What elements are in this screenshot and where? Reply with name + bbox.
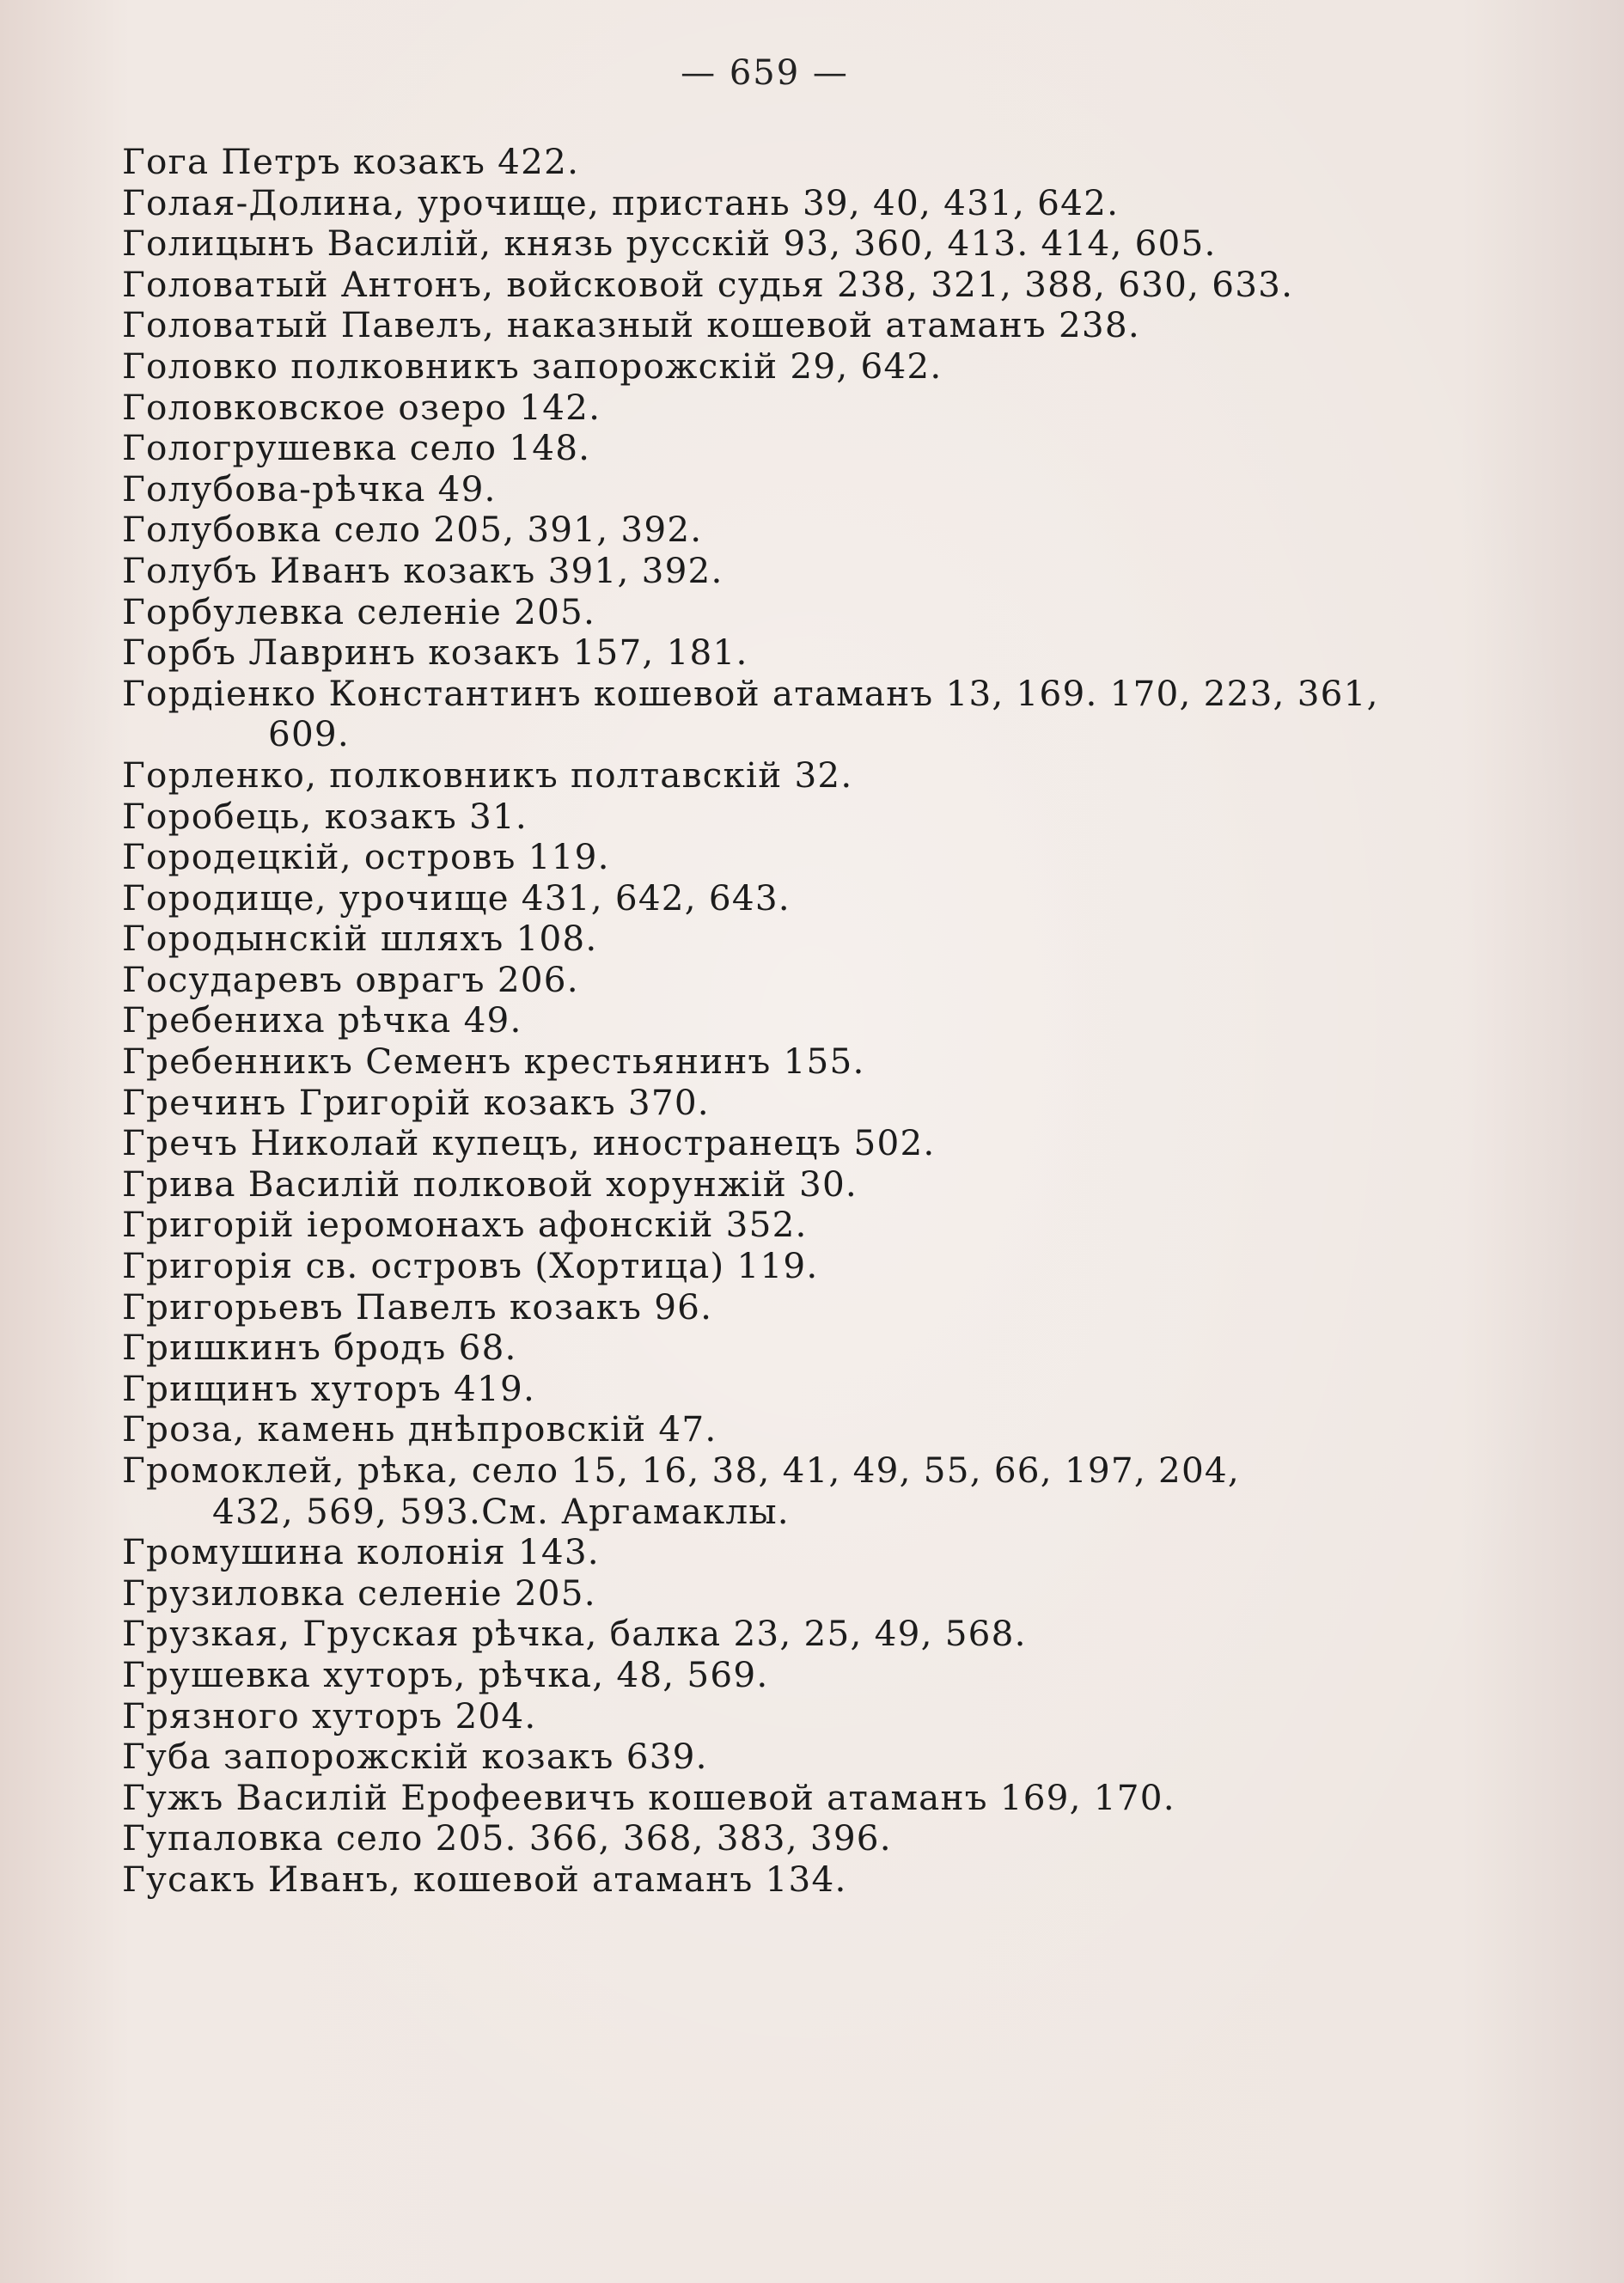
index-entry-text: Гологрушевка село 148. — [122, 427, 591, 469]
index-entry — [122, 1041, 1411, 1083]
index-entry — [122, 960, 1411, 1001]
index-entry-text: Голубъ Иванъ козакъ 391, 392. — [122, 549, 723, 591]
index-entry — [122, 1000, 1411, 1041]
index-entry — [122, 265, 1411, 306]
index-entry — [122, 878, 1411, 919]
index-entry-text: Горбъ Лавринъ козакъ 157, 181. — [122, 632, 748, 674]
index-entry — [122, 428, 1411, 469]
index-entry-text: Гордіенко Константинъ кошевой атаманъ 13, 169. 170, 223, 361, — [122, 672, 1379, 714]
index-entry — [122, 1859, 1411, 1901]
index-entry-text: Гречинъ Григорій козакъ 370. — [122, 1081, 710, 1123]
index-entry — [122, 388, 1411, 429]
index-entry-text: Грищинъ хуторъ 419. — [122, 1367, 536, 1409]
index-entry-text: Гупаловка село 205. 366, 368, 383, 396. — [122, 1817, 892, 1859]
index-entry-text: Григорьевъ Павелъ козакъ 96. — [122, 1285, 713, 1328]
index-entry-text: Городынскій шляхъ 108. — [122, 918, 598, 960]
index-entry-continuation: 609. — [268, 713, 350, 755]
index-entry — [122, 142, 1411, 183]
index-entry — [122, 919, 1411, 960]
index-entry — [122, 223, 1411, 265]
index-entry-text: Городище, урочище 431, 642, 643. — [122, 876, 791, 919]
index-entry-text: Грязного хуторъ 204. — [122, 1694, 537, 1737]
index-entry — [122, 1287, 1411, 1328]
index-entry — [122, 674, 1411, 755]
index-entry-text: Голубова-рѣчка 49. — [122, 467, 497, 510]
index-entry — [122, 632, 1411, 674]
index-entry-text: Грузкая, Груская рѣчка, балка 23, 25, 49, 568. — [122, 1613, 1027, 1655]
index-entry-text: Гребенникъ Семенъ крестьянинъ 155. — [122, 1041, 865, 1083]
index-entry-text: Государевъ оврагъ 206. — [122, 958, 579, 1000]
index-entries-list — [122, 142, 1411, 1901]
index-entry-text: Голицынъ Василій, князь русскій 93, 360, 413. 414, 605. — [122, 223, 1217, 265]
index-entry-text: Головатый Павелъ, наказный кошевой атаманъ 238. — [122, 304, 1140, 346]
index-entry-text: Гроза, камень днѣпровскій 47. — [122, 1408, 717, 1450]
index-entry — [122, 1818, 1411, 1859]
index-entry-text: Гречъ Николай купецъ, иностранецъ 502. — [122, 1122, 936, 1164]
index-entry — [122, 1409, 1411, 1450]
index-entry-text: Головатый Антонъ, войсковой судья 238, 321, 388, 630, 633. — [122, 263, 1294, 305]
index-entry — [122, 755, 1411, 797]
index-entry-text: Грива Василій полковой хорунжій 30. — [122, 1163, 858, 1205]
index-entry-text: Гужъ Василій Ерофеевичъ кошевой атаманъ 169, 170. — [122, 1776, 1175, 1818]
index-entry — [122, 837, 1411, 878]
index-entry — [122, 1778, 1411, 1819]
index-entry — [122, 1696, 1411, 1737]
index-entry — [122, 1532, 1411, 1573]
index-entry-text: Горленко, полковникъ полтавскій 32. — [122, 754, 853, 796]
index-entry-text: Голубовка село 205, 391, 392. — [122, 509, 703, 551]
index-entry — [122, 551, 1411, 592]
page-number: — 659 — — [681, 53, 849, 93]
index-entry — [122, 1328, 1411, 1369]
index-entry — [122, 305, 1411, 346]
index-entry-text: Голая-Долина, урочище, пристань 39, 40, 431, 642. — [122, 181, 1120, 223]
index-entry-text: Грушевка хуторъ, рѣчка, 48, 569. — [122, 1653, 769, 1695]
index-entry-text: Городецкій, островъ 119. — [122, 836, 610, 878]
index-entry-text: Горобець, козакъ 31. — [122, 795, 528, 837]
index-entry-text: Громоклей, рѣка, село 15, 16, 38, 41, 49, 55, 66, 197, 204, — [122, 1450, 1240, 1491]
index-entry — [122, 1205, 1411, 1246]
index-entry — [122, 510, 1411, 551]
index-entry-continuation: 432, 569, 593.См. Аргамаклы. — [212, 1490, 790, 1532]
index-entry-text: Гога Петръ козакъ 422. — [122, 141, 580, 182]
index-entry — [122, 1737, 1411, 1778]
index-entry — [122, 1164, 1411, 1206]
index-entry — [122, 592, 1411, 633]
index-entry-text: Губа запорожскій козакъ 639. — [122, 1736, 708, 1778]
index-entry-text: Грузиловка селеніе 205. — [122, 1572, 596, 1614]
index-entry-text: Гришкинъ бродъ 68. — [122, 1327, 517, 1369]
index-entry-text: Гребениха рѣчка 49. — [122, 999, 522, 1041]
index-entry-text: Григорія св. островъ (Хортица) 119. — [122, 1245, 819, 1287]
index-entry — [122, 1123, 1411, 1164]
index-entry — [122, 183, 1411, 224]
index-entry — [122, 469, 1411, 510]
index-entry-text: Головко полковникъ запорожскій 29, 642. — [122, 345, 943, 387]
index-entry — [122, 1083, 1411, 1124]
index-entry-text: Громушина колонія 143. — [122, 1531, 600, 1573]
index-entry — [122, 1246, 1411, 1287]
index-entry — [122, 797, 1411, 838]
index-entry — [122, 1614, 1411, 1655]
index-entry-text: Горбулевка селеніе 205. — [122, 590, 596, 632]
index-entry — [122, 1369, 1411, 1410]
index-entry-text: Гусакъ Иванъ, кошевой атаманъ 134. — [122, 1858, 847, 1900]
index-entry — [122, 346, 1411, 388]
index-entry — [122, 1573, 1411, 1615]
index-entry — [122, 1450, 1411, 1532]
index-entry-text: Головковское озеро 142. — [122, 386, 601, 428]
index-entry-text: Григорій іеромонахъ афонскій 352. — [122, 1204, 808, 1246]
index-entry — [122, 1655, 1411, 1696]
